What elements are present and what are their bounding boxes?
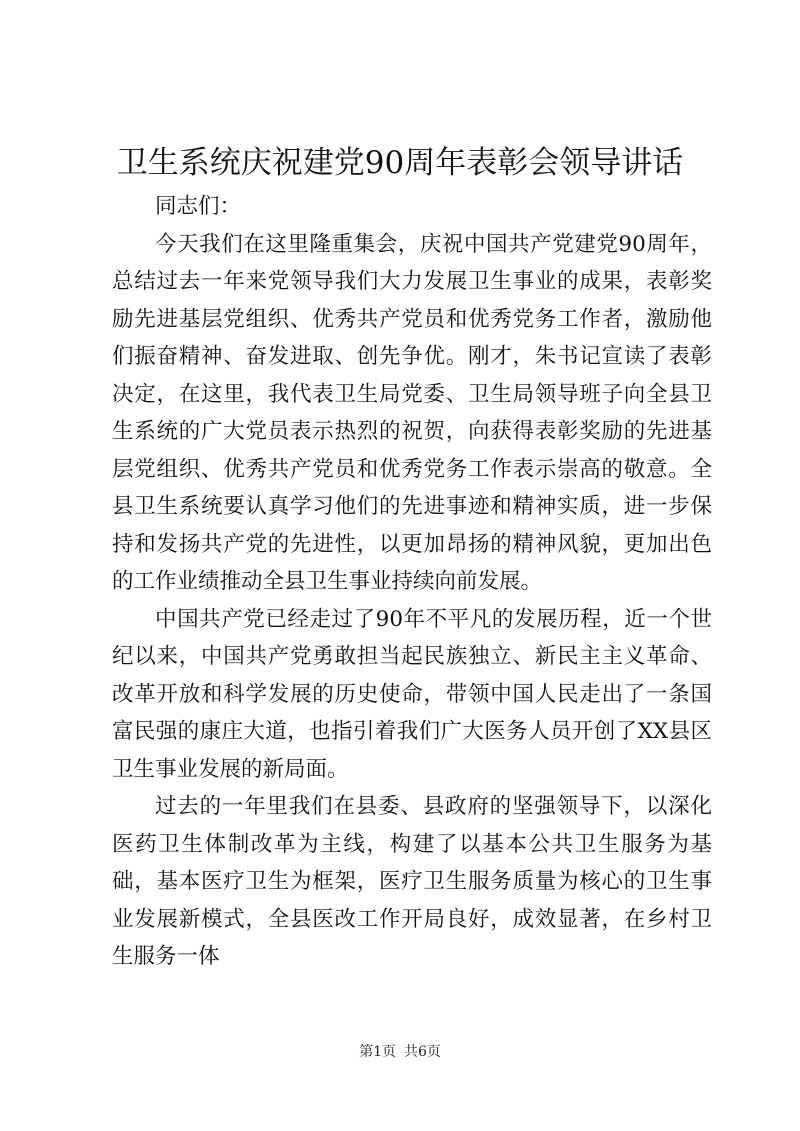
page-total: 共6页	[404, 1044, 441, 1060]
salutation: 同志们：	[155, 194, 242, 219]
page-footer	[0, 1042, 800, 1062]
paragraph-3: 过去的一年里我们在县委、县政府的坚强领导下，以深化医药卫生体制改革为主线，构建了以基本公共卫生服务为基础，基本医疗卫生为框架，医疗卫生服务质量为核心的卫生事业发展新模式，全县医改工作开局良好，成效显著，在乡村卫生服务一体	[112, 794, 712, 969]
page-number: 第1页	[359, 1044, 396, 1060]
document-title: 卫生系统庆祝建党90周年表彰会领导讲话	[116, 145, 684, 181]
paragraph-2: 中国共产党已经走过了90年不平凡的发展历程，近一个世纪以来，中国共产党勇敢担当起民族独立、新民主主义革命、改革开放和科学发展的历史使命，带领中国人民走出了一条国富民强的康庄大道，也指引着我们广大医务人员开创了XX县区卫生事业发展的新局面。	[112, 606, 712, 782]
document-body	[112, 188, 712, 976]
paragraph-1: 今天我们在这里隆重集会，庆祝中国共产党建党90周年，总结过去一年来党领导我们大力发展卫生事业的成果，表彰奖励先进基层党组织、优秀共产党员和优秀党务工作者，激励他们振奋精神、奋发进取、创先争优。刚才，朱书记宣读了表彰决定，在这里，我代表卫生局党委、卫生局领导班子向全县卫生系统的广大党员表示热烈的祝贺，向获得表彰奖励的先进基层党组织、优秀共产党员和优秀党务工作表示崇高的敬意。全县卫生系统要认真学习他们的先进事迹和精神实质，进一步保持和发扬共产党的先进性，以更加昂扬的精神风貌，更加出色的工作业绩推动全县卫生事业持续向前发展。	[112, 231, 712, 594]
